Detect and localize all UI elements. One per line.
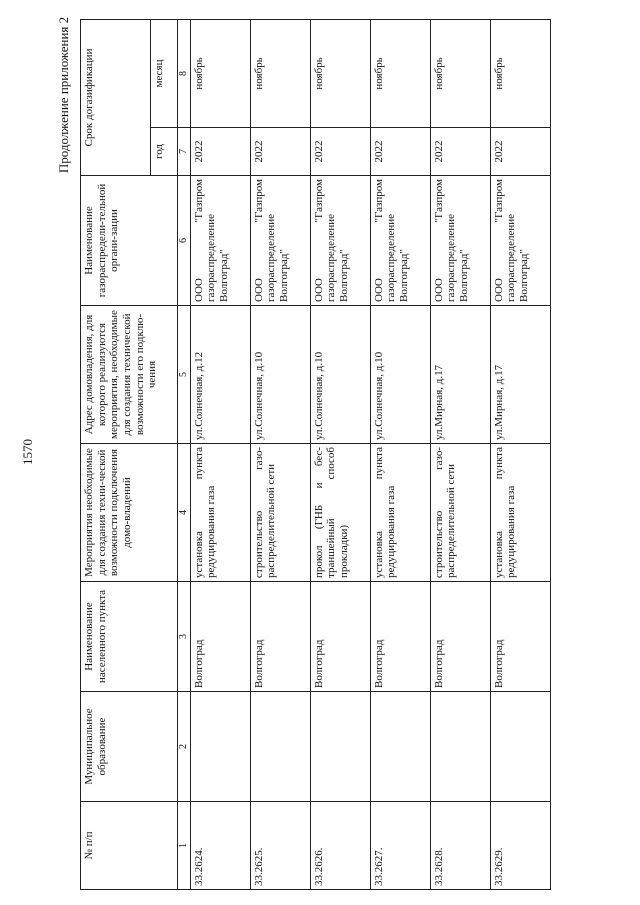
cell-org: ООО "Газпром газораспределение Волгоград" <box>250 176 310 306</box>
cell-num: 33.2627. <box>370 802 430 890</box>
cell-org: ООО "Газпром газораспределение Волгоград" <box>430 176 490 306</box>
cell-year: 2022 <box>250 128 310 176</box>
cell-num: 33.2628. <box>430 802 490 890</box>
cell-num: 33.2625. <box>250 802 310 890</box>
cell-year: 2022 <box>190 128 250 176</box>
cell-settlement: Волгоград <box>190 582 250 692</box>
cell-month: ноябрь <box>190 19 250 127</box>
cell-month: ноябрь <box>310 19 370 127</box>
cell-settlement: Волгоград <box>430 582 490 692</box>
col-number: 8 <box>178 19 191 127</box>
cell-month: ноябрь <box>250 19 310 127</box>
col-number: 7 <box>178 128 191 176</box>
cell-municipality <box>250 692 310 802</box>
cell-municipality <box>370 692 430 802</box>
cell-address: ул.Солнечная, д.10 <box>370 306 430 444</box>
cell-org: ООО "Газпром газораспределение Волгоград" <box>190 176 250 306</box>
cell-num: 33.2626. <box>310 802 370 890</box>
appendix-continuation-note: Продолжение приложения 2 <box>56 16 71 174</box>
cell-year: 2022 <box>370 128 430 176</box>
cell-org: ООО "Газпром газораспределение Волгоград" <box>490 176 550 306</box>
header-num: № п/п <box>81 802 178 890</box>
col-number: 1 <box>178 802 191 890</box>
header-settlement: Наименование населенного пункта <box>81 582 178 692</box>
cell-measure: установка пункта редуцирования газа <box>190 444 250 582</box>
cell-address: ул.Мирная, д.17 <box>430 306 490 444</box>
cell-year: 2022 <box>430 128 490 176</box>
cell-address: ул.Солнечная, д.10 <box>310 306 370 444</box>
col-number: 6 <box>178 176 191 306</box>
page-number: 1570 <box>20 439 35 465</box>
table-row <box>190 19 250 889</box>
cell-measure: строительство газо-распределительной сети <box>250 444 310 582</box>
cell-municipality <box>430 692 490 802</box>
col-number: 2 <box>178 692 191 802</box>
rotated-table-wrapper <box>80 20 625 890</box>
header-measures: Мероприятия необходимые для создания техни-ческой возможности подключения домо-владений <box>81 444 178 582</box>
cell-measure: установка пункта редуцирования газа <box>490 444 550 582</box>
cell-year: 2022 <box>490 128 550 176</box>
table-row <box>370 19 430 889</box>
col-number: 5 <box>178 306 191 444</box>
col-number: 4 <box>178 444 191 582</box>
header-org: Наименование газораспредели-тельной органи-зации <box>81 176 178 306</box>
cell-settlement: Волгоград <box>250 582 310 692</box>
table-row <box>310 19 370 889</box>
cell-month: ноябрь <box>490 19 550 127</box>
cell-settlement: Волгоград <box>310 582 370 692</box>
cell-num: 33.2624. <box>190 802 250 890</box>
cell-measure: строительство газо-распределительной сети <box>430 444 490 582</box>
table-row <box>250 19 310 889</box>
cell-measure: прокол (ГНБ и бес-траншейный способ прокладки) <box>310 444 370 582</box>
cell-address: ул.Солнечная, д.10 <box>250 306 310 444</box>
cell-municipality <box>310 692 370 802</box>
cell-address: ул.Мирная, д.17 <box>490 306 550 444</box>
header-year: год <box>151 128 178 176</box>
gasification-table <box>80 19 551 890</box>
cell-municipality <box>490 692 550 802</box>
header-month: месяц <box>151 19 178 127</box>
cell-month: ноябрь <box>430 19 490 127</box>
cell-settlement: Волгоград <box>490 582 550 692</box>
cell-org: ООО "Газпром газораспределение Волгоград" <box>370 176 430 306</box>
cell-municipality <box>190 692 250 802</box>
header-deadline: Срок догазификации <box>81 19 151 175</box>
cell-org: ООО "Газпром газораспределение Волгоград" <box>310 176 370 306</box>
cell-month: ноябрь <box>370 19 430 127</box>
cell-year: 2022 <box>310 128 370 176</box>
cell-num: 33.2629. <box>490 802 550 890</box>
column-number-row <box>178 19 191 889</box>
cell-measure: установка пункта редуцирования газа <box>370 444 430 582</box>
header-municipality: Муниципальное образование <box>81 692 178 802</box>
header-address: Адрес домовладения, для которого реализуются мероприятия, необходимые для создания технической возможности его подклю-чения <box>81 306 178 444</box>
col-number: 3 <box>178 582 191 692</box>
table-row <box>490 19 550 889</box>
header-row <box>81 19 151 889</box>
cell-settlement: Волгоград <box>370 582 430 692</box>
table-row <box>430 19 490 889</box>
cell-address: ул.Солнечная, д.12 <box>190 306 250 444</box>
